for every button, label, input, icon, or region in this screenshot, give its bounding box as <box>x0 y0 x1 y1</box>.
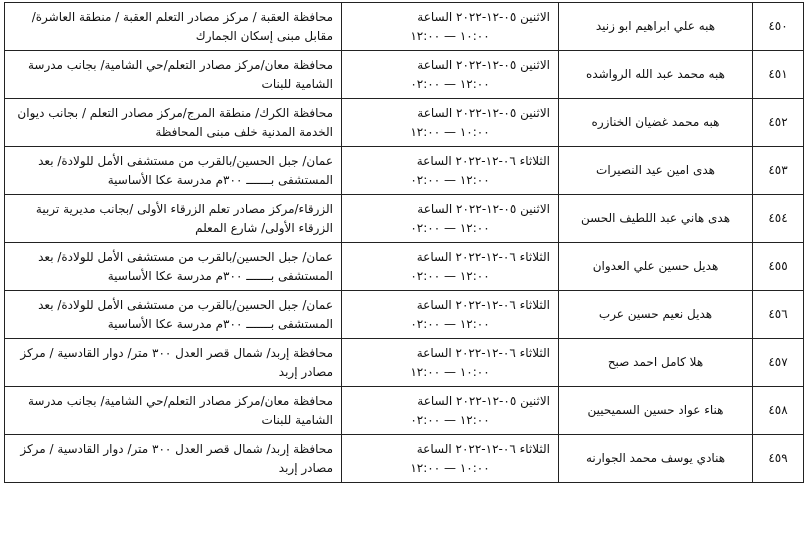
exam-location-line1: الزرقاء/مركز مصادر تعلم الزرقاء الأولى /بجانب مديرية تربية <box>35 201 333 216</box>
row-number: ٤٥٤ <box>753 195 804 243</box>
exam-time: ١٢:٠٠ — ٠٢:٠٠ <box>410 412 490 427</box>
exam-date-cell <box>342 3 559 51</box>
row-number: ٤٥٨ <box>753 387 804 435</box>
row-number: ٤٥٩ <box>753 435 804 483</box>
candidate-name: هبه محمد عبد الله الرواشده <box>559 51 753 99</box>
exam-date-cell <box>342 387 559 435</box>
exam-location-cell <box>5 51 342 99</box>
exam-location-cell <box>5 435 342 483</box>
exam-location-line2: مصادر إربد <box>278 460 333 475</box>
exam-location-line1: محافظة العقبة / مركز مصادر التعلم العقبة / منطقة العاشرة/ <box>31 9 333 24</box>
row-number: ٤٥٧ <box>753 339 804 387</box>
exam-date: الثلاثاء ٠٦-١٢-٢٠٢٢ الساعة <box>416 153 550 168</box>
exam-time: ١٢:٠٠ — ٠٢:٠٠ <box>410 76 490 91</box>
exam-location-line1: عمان/ جبل الحسين/بالقرب من مستشفى الأمل للولادة/ بعد <box>38 249 333 264</box>
table-row <box>5 99 804 147</box>
exam-location-line2: مقابل مبنى إسكان الجمارك <box>195 28 333 43</box>
exam-date-cell <box>342 243 559 291</box>
candidate-name: هبه علي ابراهيم ابو زنيد <box>559 3 753 51</box>
exam-location-line2: الخدمة المدنية خلف مبنى المحافظة <box>155 124 333 139</box>
exam-location-line1: محافظة إربد/ شمال قصر العدل ٣٠٠ متر/ دوار القادسية / مركز <box>20 441 333 456</box>
exam-location-line2: المستشفى بـــــــ ٣٠٠م مدرسة عكا الأساسية <box>107 316 333 331</box>
exam-date: الثلاثاء ٠٦-١٢-٢٠٢٢ الساعة <box>416 345 550 360</box>
exam-date-cell <box>342 339 559 387</box>
exam-location-line2: الشامية للبنات <box>261 412 333 427</box>
row-number: ٤٥٦ <box>753 291 804 339</box>
exam-time: ١٠:٠٠ — ١٢:٠٠ <box>410 364 490 379</box>
exam-location-cell <box>5 291 342 339</box>
table-row <box>5 291 804 339</box>
exam-location-line2: المستشفى بـــــــ ٣٠٠م مدرسة عكا الأساسية <box>107 172 333 187</box>
table-row <box>5 387 804 435</box>
exam-location-cell <box>5 243 342 291</box>
candidate-name: هديل نعيم حسين عرب <box>559 291 753 339</box>
row-number: ٤٥٢ <box>753 99 804 147</box>
exam-date-cell <box>342 99 559 147</box>
table-row <box>5 51 804 99</box>
exam-location-cell <box>5 99 342 147</box>
exam-time: ١٠:٠٠ — ١٢:٠٠ <box>410 28 490 43</box>
candidate-name: هدى امين عيد النصيرات <box>559 147 753 195</box>
exam-time: ١٢:٠٠ — ٠٢:٠٠ <box>410 316 490 331</box>
exam-time: ١٢:٠٠ — ٠٢:٠٠ <box>410 268 490 283</box>
exam-location-line1: محافظة الكرك/ منطقة المرج/مركز مصادر التعلم / بجانب ديوان <box>17 105 333 120</box>
candidate-name: هناء عواد حسين السميحيين <box>559 387 753 435</box>
row-number: ٤٥٥ <box>753 243 804 291</box>
exam-date: الاثنين ٠٥-١٢-٢٠٢٢ الساعة <box>417 9 550 24</box>
exam-location-line1: محافظة معان/مركز مصادر التعلم/حي الشامية/ بجانب مدرسة <box>27 393 333 408</box>
exam-location-line1: عمان/ جبل الحسين/بالقرب من مستشفى الأمل للولادة/ بعد <box>38 153 333 168</box>
exam-date: الاثنين ٠٥-١٢-٢٠٢٢ الساعة <box>417 393 550 408</box>
table-row <box>5 147 804 195</box>
exam-location-line2: المستشفى بـــــــ ٣٠٠م مدرسة عكا الأساسية <box>107 268 333 283</box>
exam-location-line1: محافظة معان/مركز مصادر التعلم/حي الشامية/ بجانب مدرسة <box>27 57 333 72</box>
exam-date: الثلاثاء ٠٦-١٢-٢٠٢٢ الساعة <box>416 297 550 312</box>
exam-date: الثلاثاء ٠٦-١٢-٢٠٢٢ الساعة <box>416 249 550 264</box>
exam-time: ١٢:٠٠ — ٠٢:٠٠ <box>410 172 490 187</box>
exam-date-cell <box>342 435 559 483</box>
exam-date-cell <box>342 51 559 99</box>
exam-time: ١٠:٠٠ — ١٢:٠٠ <box>410 460 490 475</box>
exam-time: ١٠:٠٠ — ١٢:٠٠ <box>410 124 490 139</box>
row-number: ٤٥٣ <box>753 147 804 195</box>
table-row <box>5 339 804 387</box>
candidate-name: هنادي يوسف محمد الجوارنه <box>559 435 753 483</box>
exam-location-line2: الزرقاء الأولى/ شارع المعلم <box>195 220 333 235</box>
exam-schedule-body <box>5 3 804 483</box>
exam-location-line2: الشامية للبنات <box>261 76 333 91</box>
exam-location-line1: محافظة إربد/ شمال قصر العدل ٣٠٠ متر/ دوار القادسية / مركز <box>20 345 333 360</box>
table-row <box>5 3 804 51</box>
exam-location-line1: عمان/ جبل الحسين/بالقرب من مستشفى الأمل للولادة/ بعد <box>38 297 333 312</box>
exam-date: الثلاثاء ٠٦-١٢-٢٠٢٢ الساعة <box>416 441 550 456</box>
row-number: ٤٥٠ <box>753 3 804 51</box>
exam-location-cell <box>5 387 342 435</box>
exam-date-cell <box>342 147 559 195</box>
candidate-name: هديل حسين علي العدوان <box>559 243 753 291</box>
exam-location-cell <box>5 195 342 243</box>
exam-schedule-table <box>4 2 804 483</box>
table-row <box>5 243 804 291</box>
exam-date-cell <box>342 291 559 339</box>
table-row <box>5 195 804 243</box>
candidate-name: هبه محمد غضيان الخنازره <box>559 99 753 147</box>
exam-location-cell <box>5 3 342 51</box>
exam-location-line2: مصادر إربد <box>278 364 333 379</box>
row-number: ٤٥١ <box>753 51 804 99</box>
exam-date: الاثنين ٠٥-١٢-٢٠٢٢ الساعة <box>417 201 550 216</box>
exam-location-cell <box>5 147 342 195</box>
table-row <box>5 435 804 483</box>
exam-date: الاثنين ٠٥-١٢-٢٠٢٢ الساعة <box>417 105 550 120</box>
candidate-name: هلا كامل احمد صبح <box>559 339 753 387</box>
exam-location-cell <box>5 339 342 387</box>
candidate-name: هدى هاني عبد اللطيف الحسن <box>559 195 753 243</box>
exam-time: ١٢:٠٠ — ٠٢:٠٠ <box>410 220 490 235</box>
exam-date: الاثنين ٠٥-١٢-٢٠٢٢ الساعة <box>417 57 550 72</box>
exam-date-cell <box>342 195 559 243</box>
